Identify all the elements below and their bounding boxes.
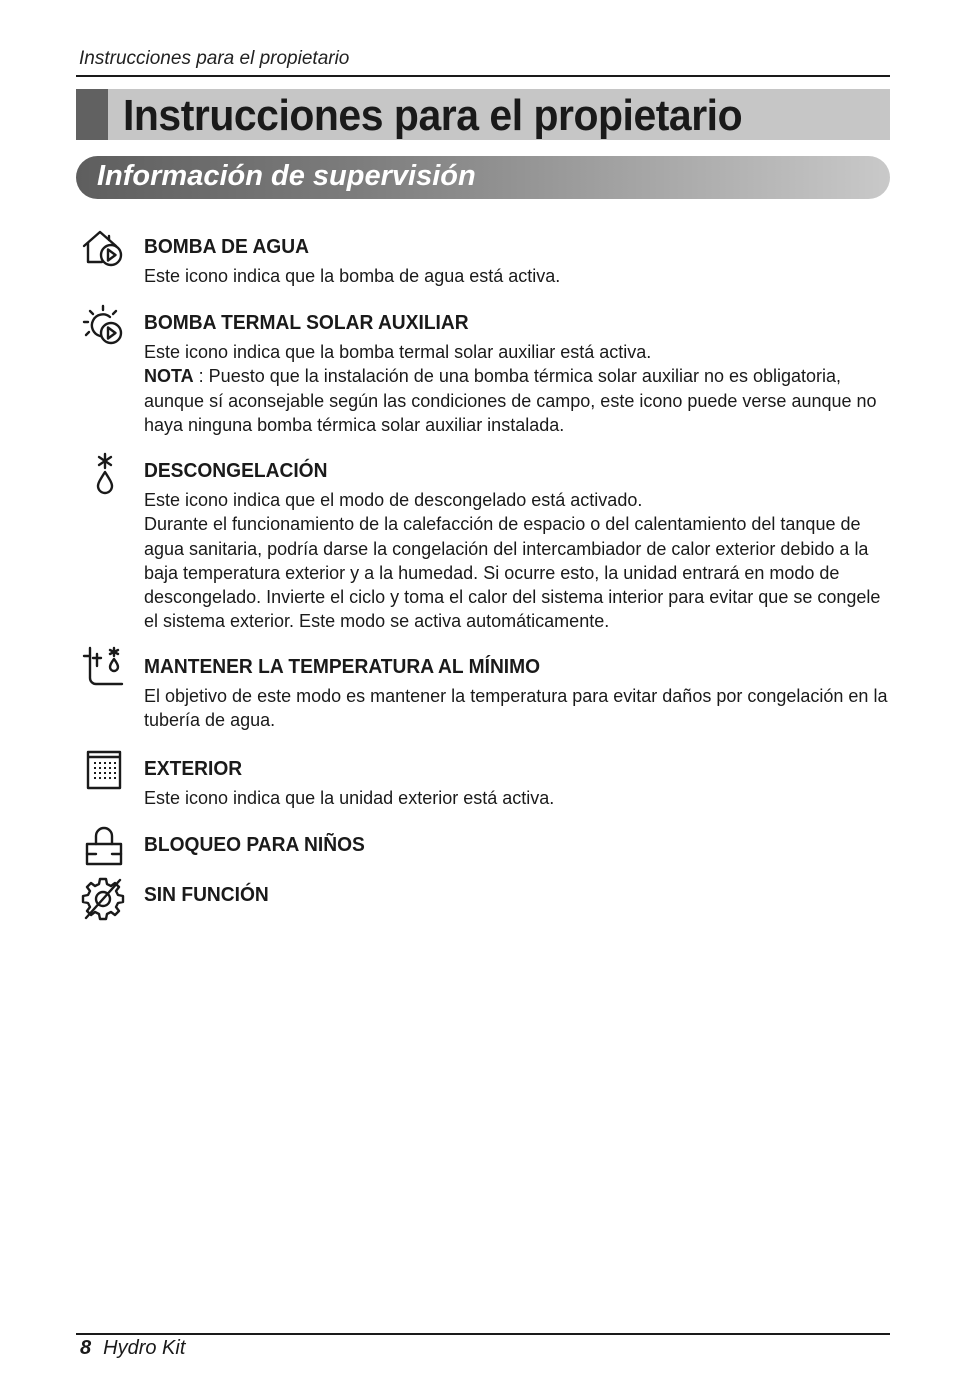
item-description [144,684,892,733]
page-footer [80,1337,185,1360]
item-text: El objetivo de este modo es mantener la temperatura para evitar daños por congelación en la tubería de agua. [144,686,888,731]
note-text: : Puesto que la instalación de una bomba térmica solar auxiliar no es obligatoria, aunque sí aconsejable según las condiciones de campo, este icono puede verse aunque no haya ninguna bomba térmica solar auxiliar instalada. [144,366,877,435]
item-description [144,786,892,810]
running-header: Instrucciones para el propietario [79,48,350,69]
footer-rule [76,1333,890,1335]
item-name: BLOQUEO PARA NIÑOS [144,834,365,856]
section-title: Información de supervisión [97,160,476,192]
item-text: Este icono indica que la bomba de agua está activa. [144,266,561,286]
item-text: Este icono indica que el modo de descongelado está activado. [144,490,643,510]
defrost-icon [80,452,126,498]
solar-pump-icon [80,302,126,348]
item-name: DESCONGELACIÓN [144,460,328,482]
item-description [144,264,892,288]
item-note [144,364,892,437]
item-text-extra: Durante el funcionamiento de la calefacción de espacio o del calentamiento del tanque de agua sanitaria, podría darse la congelación del intercambiador de calor exterior debido a la baja temperatura exterior y a la humedad. Si ocurre esto, la unidad entrará en modo de descongelado. Invierte el ciclo y toma el calor del sistema interior para evitar que se congele el sistema exterior. Este modo se activa automáticamente. [144,514,881,632]
title-bar [76,89,890,140]
item-name: BOMBA TERMAL SOLAR AUXILIAR [144,312,469,334]
no-function-gear-icon [80,876,126,922]
item-text: Este icono indica que la bomba termal solar auxiliar está activa. [144,342,652,362]
water-pump-icon [80,224,126,270]
freeze-protection-icon [80,644,126,690]
item-text: Este icono indica que la unidad exterior está activa. [144,788,555,808]
page-title: Instrucciones para el propietario [123,91,743,140]
product-name: Hydro Kit [103,1337,186,1359]
note-label: NOTA [144,366,194,387]
header-rule [76,75,890,77]
item-name: BOMBA DE AGUA [144,236,309,258]
title-accent-block [76,89,108,140]
item-name: EXTERIOR [144,758,243,780]
item-name: MANTENER LA TEMPERATURA AL MÍNIMO [144,656,541,678]
item-description [144,340,892,437]
item-name: SIN FUNCIÓN [144,884,269,906]
section-header [76,156,890,199]
lock-icon [80,824,126,870]
outdoor-unit-icon [80,748,126,794]
page-number: 8 [80,1337,92,1359]
item-description [144,488,892,634]
